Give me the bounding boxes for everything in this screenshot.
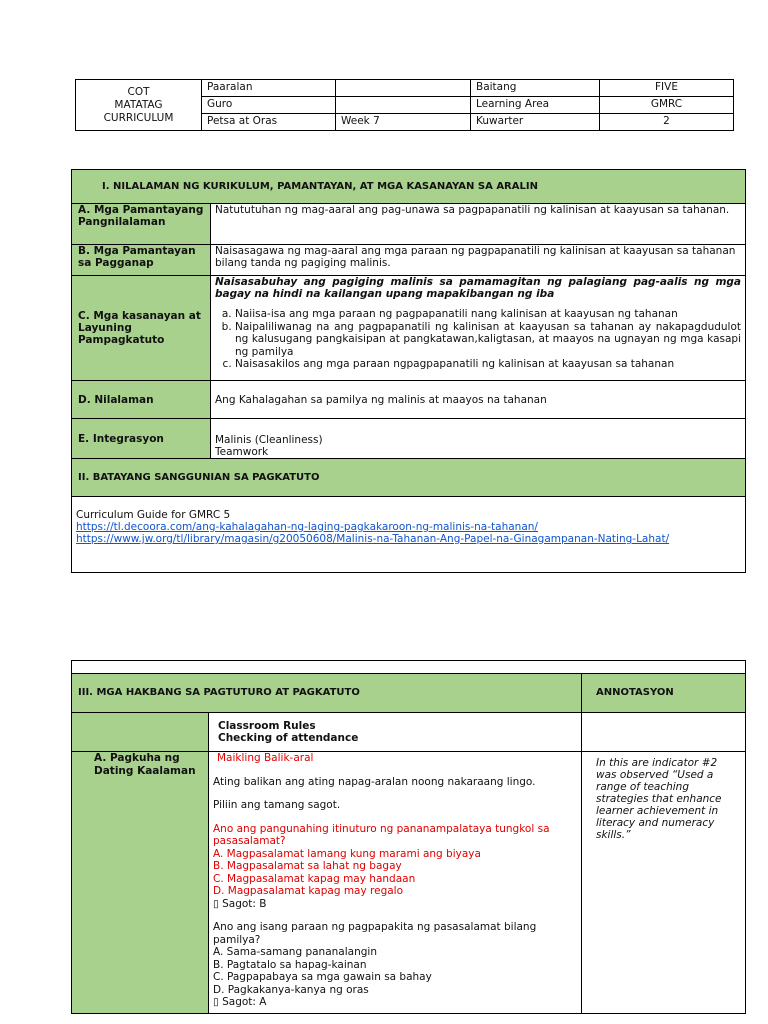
label-a-pagkuha-kaalaman: A. Pagkuha ng Dating Kaalaman bbox=[72, 752, 209, 1014]
curriculum-guide: Curriculum Guide for GMRC 5 bbox=[76, 509, 231, 521]
maikling-balik-aral: Maikling Balik-aral bbox=[217, 752, 314, 764]
q1-choice-b: B. Magpasalamat sa lahat ng bagay bbox=[213, 860, 402, 872]
rules-label-cell bbox=[72, 713, 209, 752]
text-b: Naisasagawa ng mag-aaral ang mga paraan ng pagpapanatili ng kalinisan at kaayusan sa tahanan bilang tanda ng pagiging malinis. bbox=[211, 245, 746, 276]
petsa-label: Petsa at Oras bbox=[202, 114, 336, 131]
label-d-nilalaman: D. Nilalaman bbox=[72, 381, 211, 419]
rules-cell bbox=[209, 713, 582, 752]
reference-link-2[interactable]: https://www.jw.org/tl/library/magasin/g20050608/Malinis-na-Tahanan-Ang-Papel-na-Ginagampanan-Nating-Lahat/ bbox=[76, 533, 670, 545]
reference-link-1[interactable]: https://tl.decoora.com/ang-kahalagahan-ng-laging-pagkakaroon-ng-malinis-na-tahanan/ bbox=[76, 521, 538, 533]
question-1: Ano ang pangunahing itinuturo ng pananampalataya tungkol sa pasasalamat? bbox=[213, 822, 550, 847]
checking-attendance: Checking of attendance bbox=[218, 732, 359, 744]
cot-cell bbox=[76, 80, 202, 131]
q2-choice-a: A. Sama-samang pananalangin bbox=[213, 946, 377, 958]
text-a: Natututuhan ng mag-aaral ang pag-unawa sa pagpapanatili ng kalinisan at kaayusan sa tahanan. bbox=[211, 204, 746, 245]
paaralan-value bbox=[336, 80, 471, 97]
q2-answer: ▯ Sagot: A bbox=[213, 996, 267, 1008]
baitang-value: FIVE bbox=[600, 80, 734, 97]
section-3-title: III. MGA HAKBANG SA PAGTUTURO AT PAGKATUTO bbox=[72, 674, 582, 713]
cot-line-3: CURRICULUM bbox=[103, 111, 174, 124]
c-list bbox=[215, 308, 741, 371]
q2-choice-b: B. Pagtatalo sa hapag-kainan bbox=[213, 958, 367, 971]
q1-answer: ▯ Sagot: B bbox=[213, 897, 267, 910]
c-intro: Naisasabuhay ang pagiging malinis sa pamamagitan ng palagiang pag-aalis ng mga bagay na hindi na kailangan upang mapakibangan ng iba bbox=[215, 276, 741, 300]
cell-c bbox=[211, 276, 746, 381]
learning-area-label: Learning Area bbox=[471, 97, 600, 114]
q2-choice-c: C. Pagpapabaya sa mga gawain sa bahay bbox=[213, 971, 432, 983]
paaralan-label: Paaralan bbox=[202, 80, 336, 97]
classroom-rules: Classroom Rules bbox=[218, 719, 316, 732]
annotation-text: In this are indicator #2 was observed “Used a range of teaching strategies that enhance learner achievement in literacy and numeracy skills.” bbox=[596, 757, 722, 841]
q1-choice-a: A. Magpasalamat lamang kung marami ang biyaya bbox=[213, 847, 481, 860]
q1-choice-d: D. Magpasalamat kapag may regalo bbox=[213, 885, 404, 897]
kuwarter-label: Kuwarter bbox=[471, 114, 600, 131]
e-line-2: Teamwork bbox=[215, 446, 269, 458]
baitang-label: Baitang bbox=[471, 80, 600, 97]
guro-label: Guro bbox=[202, 97, 336, 114]
label-a-pamantayang-pangnilalaman: A. Mga Pamantayang Pangnilalaman bbox=[72, 204, 211, 245]
question-2: Ano ang isang paraan ng pagpapakita ng pasasalamat bilang pamilya? bbox=[213, 921, 537, 946]
label-e-integrasyon: E. Integrasyon bbox=[72, 419, 211, 459]
learning-area-value: GMRC bbox=[600, 97, 734, 114]
annotation-cell bbox=[582, 752, 746, 1014]
cot-line-2: MATATAG bbox=[114, 98, 163, 111]
c-item-c: c. Naisasakilos ang mga paraan ngpagpapanatili ng kalinisan at kaayusan sa tahanan bbox=[235, 358, 741, 371]
piliin-text: Piliin ang tamang sagot. bbox=[213, 799, 341, 811]
section-3-table bbox=[71, 660, 746, 1014]
section-2-title: II. BATAYANG SANGGUNIAN SA PAGKATUTO bbox=[72, 459, 746, 497]
text-d: Ang Kahalagahan sa pamilya ng malinis at maayos na tahanan bbox=[211, 381, 746, 419]
section-3-top-strip bbox=[72, 661, 746, 674]
e-line-1: Malinis (Cleanliness) bbox=[215, 434, 323, 446]
petsa-value: Week 7 bbox=[336, 114, 471, 131]
rules-annotation-cell bbox=[582, 713, 746, 752]
balikan-text: Ating balikan ang ating napag-aralan noong nakaraang lingo. bbox=[213, 775, 536, 788]
section-2-content bbox=[72, 497, 746, 573]
label-b-pamantayan-pagganap: B. Mga Pamantayan sa Pagganap bbox=[72, 245, 211, 276]
c-item-b: b. Naipaliliwanag na ang pagpapanatili ng kalinisan at kaayusan sa tahanan ay nakapagdudulot ng kalusugang pangkaisipan at pangkatawan,kaligtasan, at maayos na ugnayan ng mga kasapi ng pamilya bbox=[235, 321, 741, 359]
q2-choice-d: D. Pagkakanya-kanya ng oras bbox=[213, 983, 369, 996]
q1-choice-c: C. Magpasalamat kapag may handaan bbox=[213, 872, 416, 885]
balik-aral-cell bbox=[209, 752, 582, 1014]
kuwarter-value: 2 bbox=[600, 114, 734, 131]
section-1-table bbox=[71, 169, 746, 573]
annotasyon-header: ANNOTASYON bbox=[582, 674, 746, 713]
guro-value bbox=[336, 97, 471, 114]
section-1-title: I. NILALAMAN NG KURIKULUM, PAMANTAYAN, AT MGA KASANAYAN SA ARALIN bbox=[72, 170, 746, 204]
c-item-a: a. Naiisa-isa ang mga paraan ng pagpapanatili nang kalinisan at kaayusan ng tahanan bbox=[235, 308, 741, 321]
cot-line-1: COT bbox=[127, 85, 150, 98]
cell-e bbox=[211, 419, 746, 459]
header-table bbox=[75, 79, 734, 131]
label-c-kasanayan: C. Mga kasanayan at Layuning Pampagkatuto bbox=[72, 276, 211, 381]
